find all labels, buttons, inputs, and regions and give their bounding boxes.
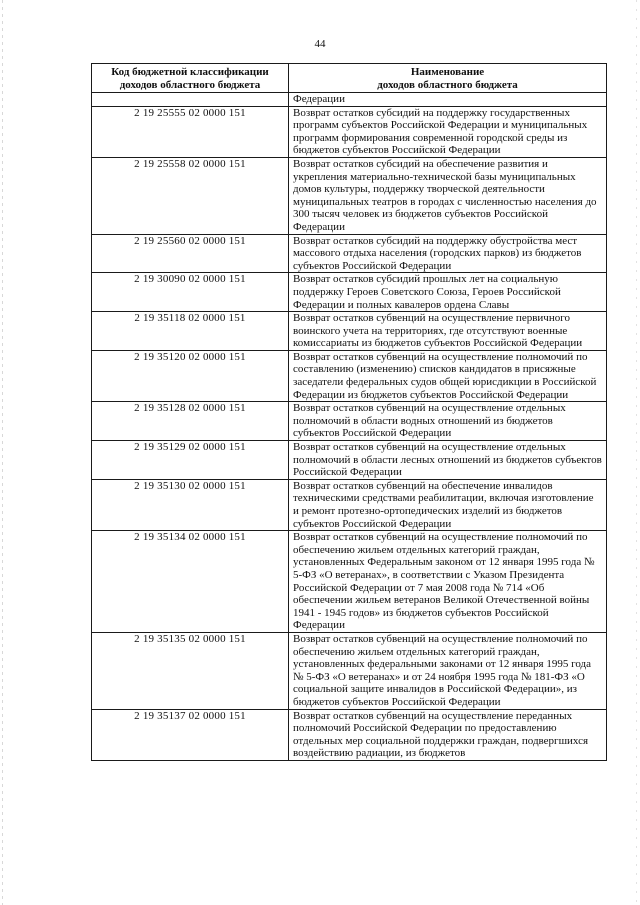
- row-name: Возврат остатков субсидий на поддержку государственных программ субъектов Российской Федерации и муниципальных программ формирования современной городской среды из бюджетов субъектов Российской Федерации: [289, 106, 607, 157]
- header-name-column: [289, 64, 607, 93]
- row-name: Возврат остатков субвенций на обеспечение инвалидов техническими средствами реабилитации, включая изготовление и ремонт протезно-ортопедических изделий из бюджетов субъектов Российской Федерации: [289, 479, 607, 530]
- table-row: [92, 312, 607, 351]
- row-code: 2 19 25560 02 0000 151: [92, 234, 289, 273]
- row-code: 2 19 35129 02 0000 151: [92, 441, 289, 480]
- table-row: [92, 157, 607, 234]
- row-code: 2 19 25555 02 0000 151: [92, 106, 289, 157]
- row-code: 2 19 35137 02 0000 151: [92, 709, 289, 760]
- header-name-line-2: доходов областного бюджета: [377, 78, 518, 91]
- table-row: [92, 402, 607, 441]
- scan-edge-right: [636, 0, 637, 905]
- row-code: [92, 93, 289, 107]
- row-code: 2 19 35120 02 0000 151: [92, 350, 289, 401]
- row-code: 2 19 35118 02 0000 151: [92, 312, 289, 351]
- table-row: [92, 531, 607, 633]
- row-name: Возврат остатков субвенций на осуществление первичного воинского учета на территориях, где отсутствуют военные комиссариаты из бюджетов субъектов Российской Федерации: [289, 312, 607, 351]
- header-code-column: [92, 64, 289, 93]
- table-row: [92, 441, 607, 480]
- row-name: Возврат остатков субвенций на осуществление полномочий по обеспечению жильем отдельных категорий граждан, установленных федеральными законами от 12 января 1995 года № 5-ФЗ «О ветеранах» и от 24 ноября 1995 года № 181-ФЗ «О социальной защите инвалидов в Российской Федерации», из бюджетов субъектов Российской Федерации: [289, 632, 607, 709]
- row-name: Возврат остатков субвенций на осуществление отдельных полномочий в области водных отношений из бюджетов субъектов Российской Федерации: [289, 402, 607, 441]
- row-code: 2 19 25558 02 0000 151: [92, 157, 289, 234]
- row-name: Возврат остатков субвенций на осуществление полномочий по составлению (изменению) списков кандидатов в присяжные заседатели федеральных судов общей юрисдикции в Российской Федерации из бюджетов субъектов Российской Федерации: [289, 350, 607, 401]
- budget-revenue-table: [91, 63, 607, 761]
- row-name: Возврат остатков субсидий прошлых лет на социальную поддержку Героев Советского Союза, Героев Российской Федерации и полных кавалеров ордена Славы: [289, 273, 607, 312]
- header-name-line-1: Наименование: [410, 66, 485, 78]
- table-row: [92, 93, 607, 107]
- row-name: Федерации: [289, 93, 607, 107]
- table-row: [92, 273, 607, 312]
- header-code-line-2: доходов областного бюджета: [119, 78, 261, 91]
- row-name: Возврат остатков субвенций на осуществление отдельных полномочий в области лесных отношений из бюджетов субъектов Российской Федерации: [289, 441, 607, 480]
- page-number: 44: [314, 38, 326, 50]
- row-code: 2 19 30090 02 0000 151: [92, 273, 289, 312]
- table-row: [92, 350, 607, 401]
- row-name: Возврат остатков субвенций на осуществление полномочий по обеспечению жильем отдельных категорий граждан, установленных Федеральным законом от 12 января 1995 года № 5-ФЗ «О ветеранах», в соответствии с Указом Президента Российской Федерации от 7 мая 2008 года № 714 «Об обеспечении жильем ветеранов Великой Отечественной войны 1941 - 1945 годов» из бюджетов субъектов Российской Федерации: [289, 531, 607, 633]
- row-code: 2 19 35130 02 0000 151: [92, 479, 289, 530]
- row-code: 2 19 35134 02 0000 151: [92, 531, 289, 633]
- scan-edge-left: [2, 0, 3, 905]
- table-row: [92, 234, 607, 273]
- header-code-line-1: Код бюджетной классификации: [111, 66, 269, 78]
- row-code: 2 19 35135 02 0000 151: [92, 632, 289, 709]
- table-row: [92, 479, 607, 530]
- table-header-row: [92, 64, 607, 93]
- table-row: [92, 632, 607, 709]
- row-code: 2 19 35128 02 0000 151: [92, 402, 289, 441]
- table-row: [92, 106, 607, 157]
- row-name: Возврат остатков субсидий на обеспечение развития и укрепления материально-технической базы муниципальных домов культуры, поддержку творческой деятельности муниципальных театров в городах с численностью населения до 300 тысяч человек из бюджетов субъектов Российской Федерации: [289, 157, 607, 234]
- row-name: Возврат остатков субвенций на осуществление переданных полномочий Российской Федерации по предоставлению отдельных мер социальной поддержки граждан, подвергшихся воздействию радиации, из бюджетов: [289, 709, 607, 760]
- table-row: [92, 709, 607, 760]
- row-name: Возврат остатков субсидий на поддержку обустройства мест массового отдыха населения (городских парков) из бюджетов субъектов Российской Федерации: [289, 234, 607, 273]
